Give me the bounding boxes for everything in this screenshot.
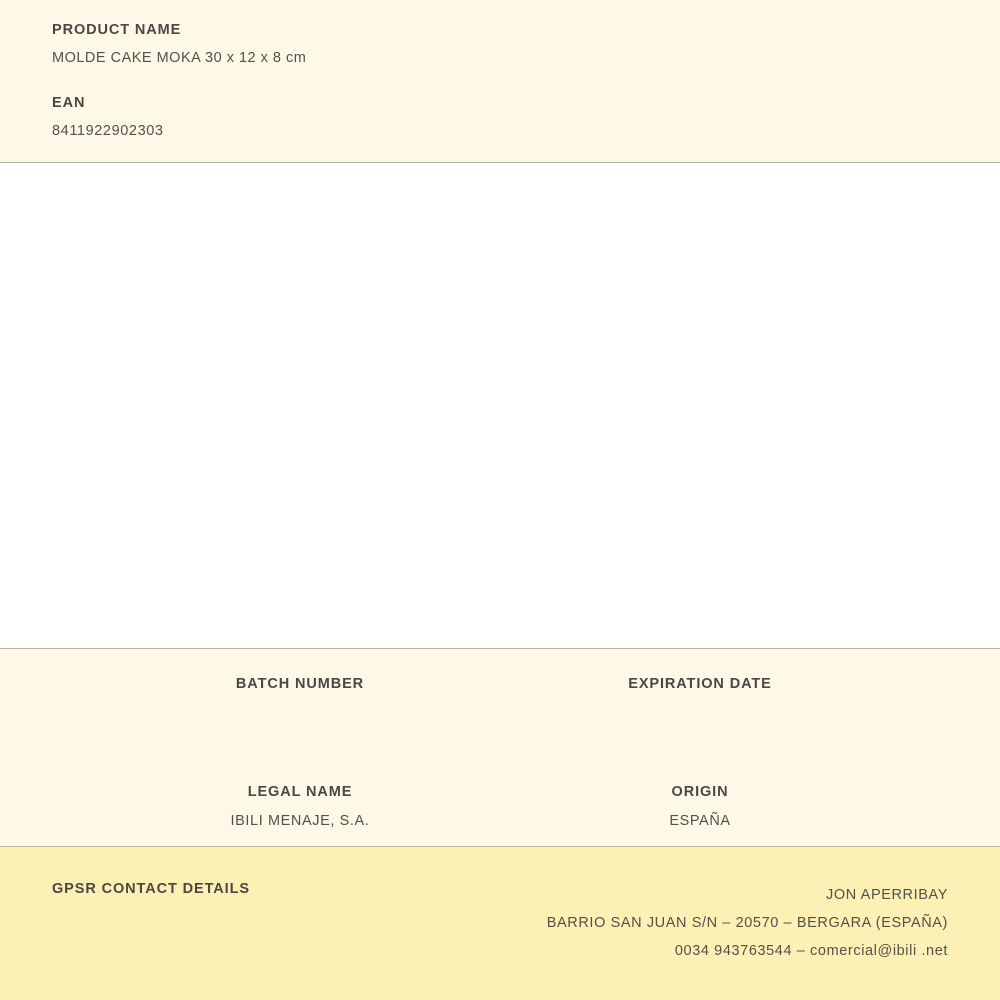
ean-value: 8411922902303 [52,123,164,140]
legal-name-label: LEGAL NAME [247,784,353,801]
batch-number-cell [100,676,500,721]
batch-number-value [100,704,500,721]
gpsr-contact-address: BARRIO SAN JUAN S/N – 20570 – BERGARA (ESPAÑA) [546,915,948,931]
product-name-value: MOLDE CAKE MOKA 30 x 12 x 8 cm [52,50,307,67]
expiration-date-cell [500,676,900,721]
expiration-date-label: EXPIRATION DATE [628,676,772,692]
product-identification-block [0,0,1000,163]
expiration-date-value [500,704,900,721]
legal-name-value: IBILI MENAJE, S.A. [230,812,370,829]
origin-cell [500,784,900,830]
batch-expiration-row [0,676,1000,721]
gpsr-contact-phone-email[interactable]: 0034 943763544 – comercial@ibili .net [674,943,948,959]
origin-label: ORIGIN [671,784,729,801]
product-image-area [0,163,1000,649]
gpsr-contact-label: GPSR CONTACT DETAILS [52,881,250,897]
legal-origin-row [0,784,1000,830]
ean-field [0,95,1000,141]
product-name-label: PRODUCT NAME [52,22,182,38]
batch-number-label: BATCH NUMBER [235,676,365,692]
product-name-field [0,22,1000,68]
legal-name-cell [100,784,500,830]
ean-label: EAN [52,94,86,111]
gpsr-contact-details [547,881,948,965]
gpsr-contact-block [0,847,1000,1000]
product-details-block [0,649,1000,847]
gpsr-contact-person: JON APERRIBAY [826,887,948,903]
origin-value: ESPAÑA [669,812,731,829]
